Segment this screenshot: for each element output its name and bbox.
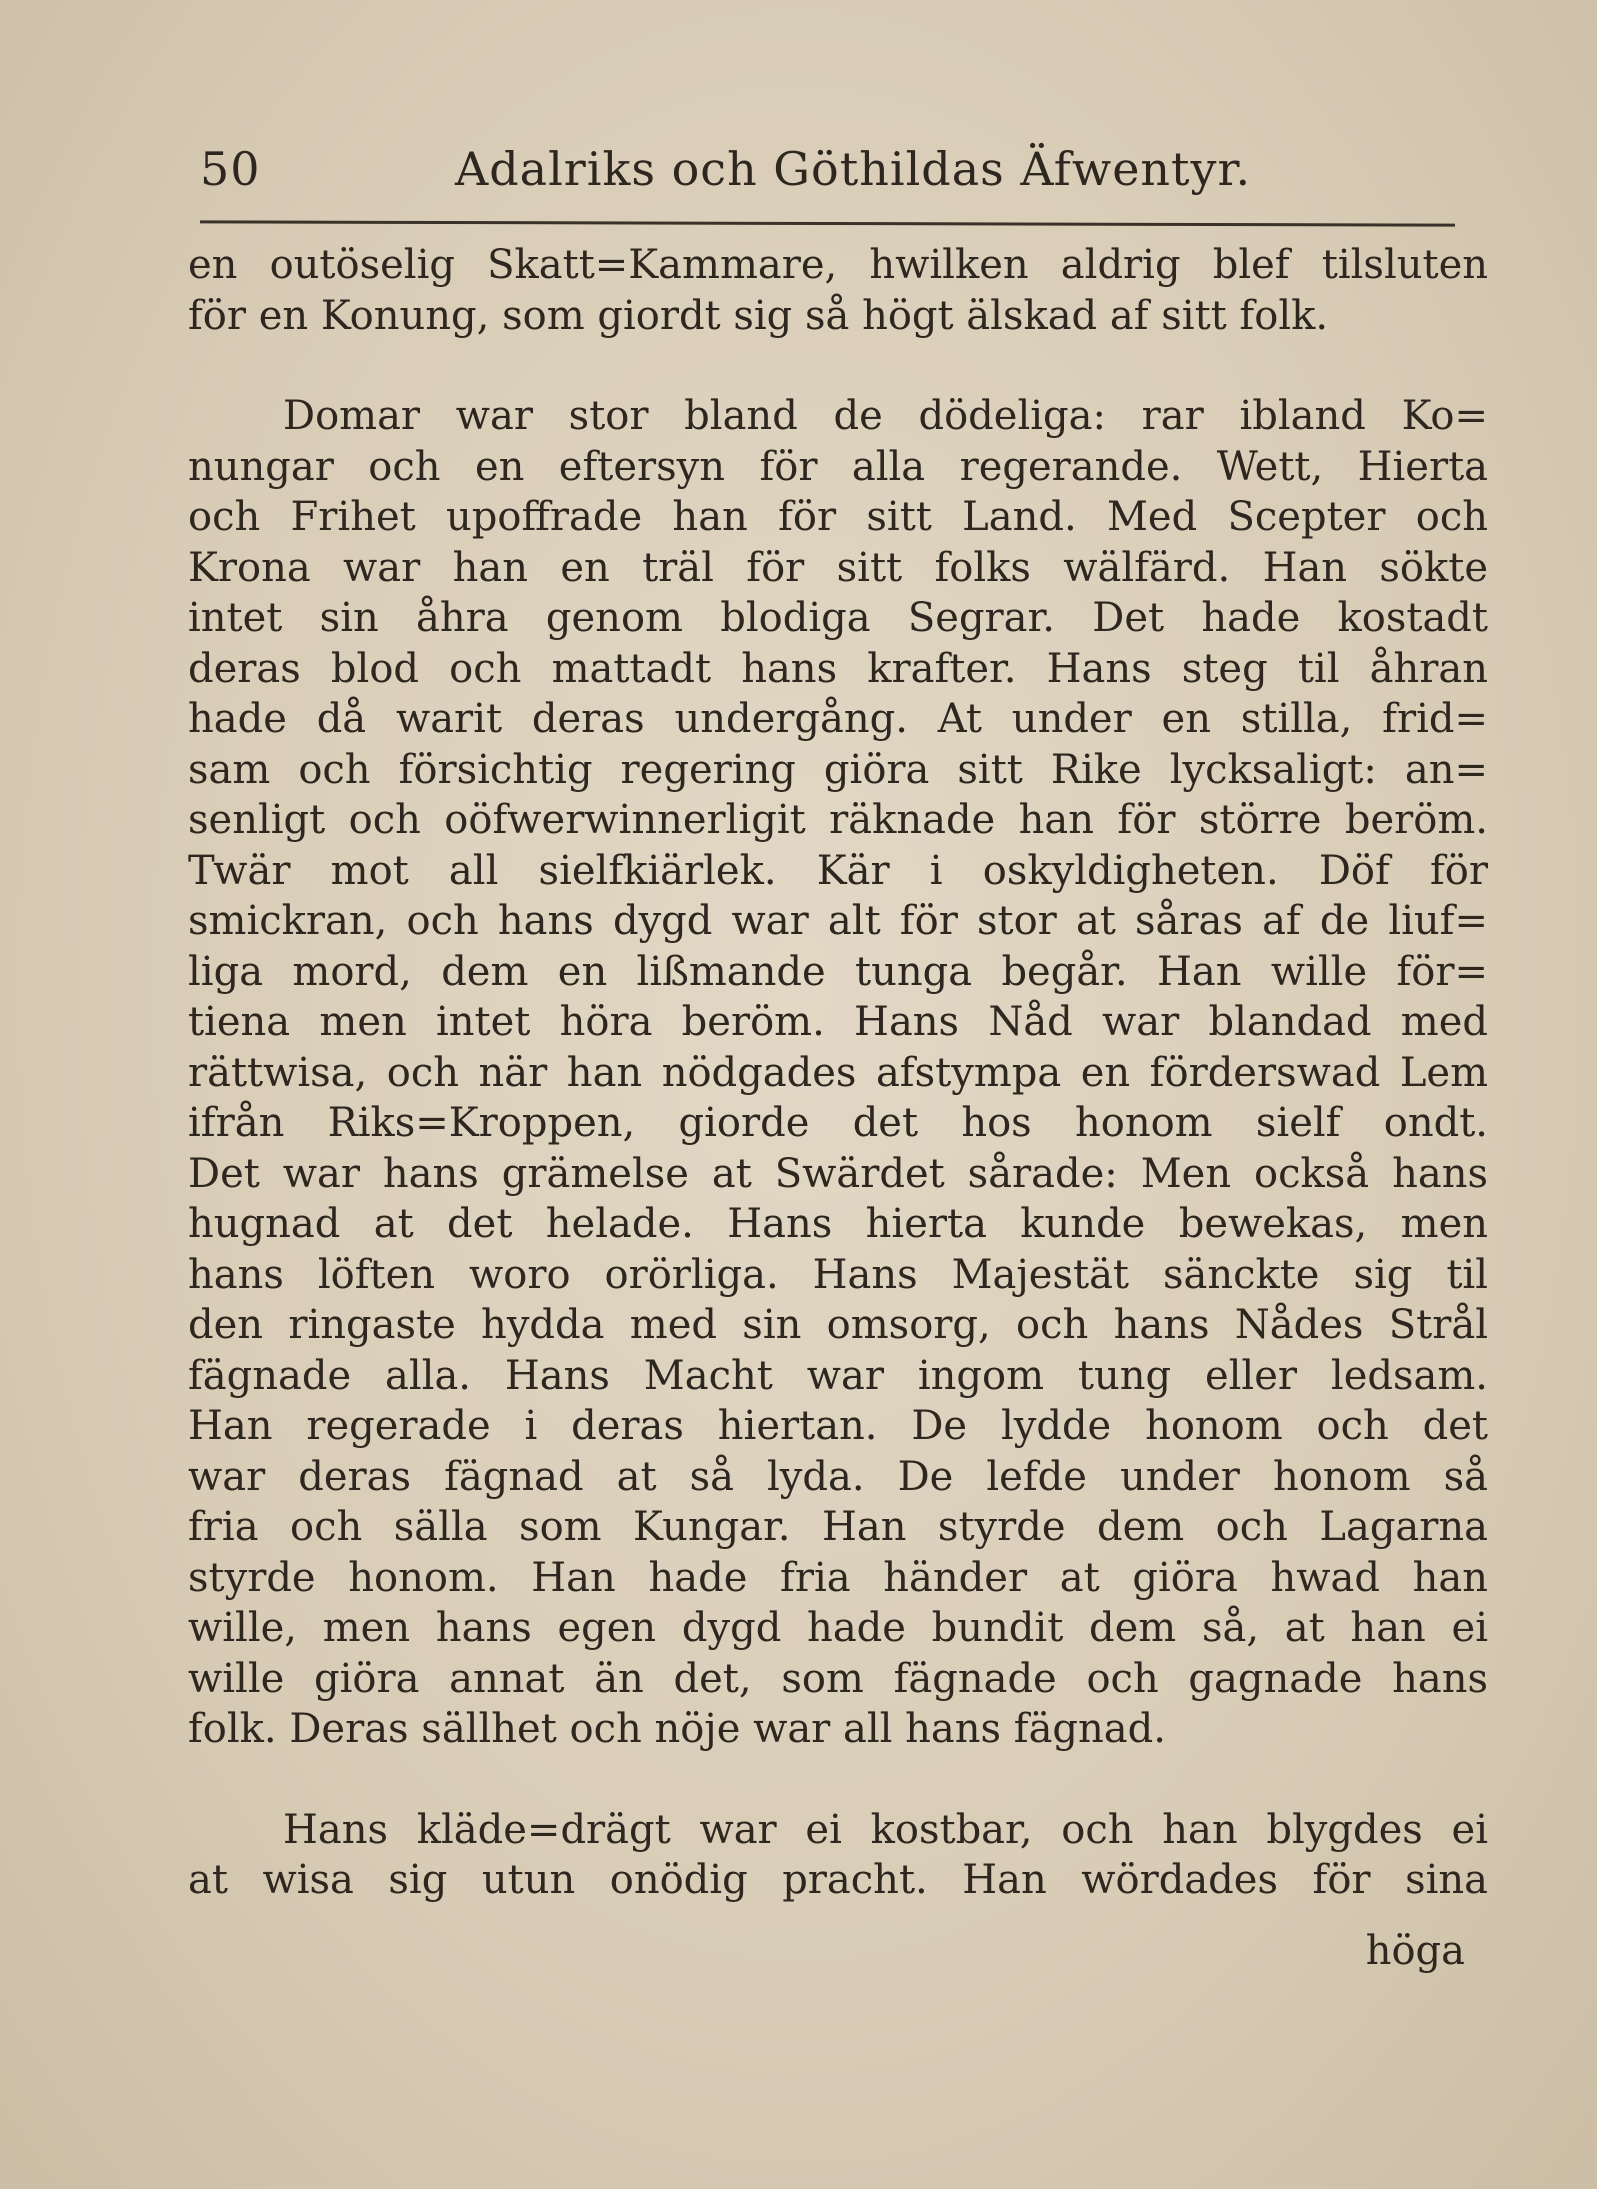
paragraph-gap bbox=[188, 1755, 1488, 1805]
text-line: styrde honom. Han hade fria händer at giöra hwad han bbox=[188, 1554, 1488, 1601]
text-line: war deras fägnad at så lyda. De lefde under honom så bbox=[188, 1453, 1488, 1500]
text-line: hugnad at det helade. Hans hierta kunde bewekas, men bbox=[188, 1201, 1488, 1247]
paragraph-gap bbox=[188, 341, 1488, 391]
text-line: Twär mot all sielfkiärlek. Kär i oskyldigheten. Döf för bbox=[188, 847, 1488, 894]
text-line: fria och sälla som Kungar. Han styrde dem och Lagarna bbox=[188, 1504, 1488, 1550]
running-title: Adalriks och Göthildas Äfwentyr. bbox=[455, 142, 1252, 196]
text-line: smickran, och hans dygd war alt för stor at såras af de liuf= bbox=[188, 898, 1488, 944]
text-line: Det war hans grämelse at Swärdet sårade: Men också hans bbox=[188, 1150, 1488, 1197]
text-line: Hans kläde=drägt war ei kostbar, och han blygdes ei bbox=[283, 1806, 1488, 1853]
text-line: en outöselig Skatt=Kammare, hwilken aldrig blef tilsluten bbox=[188, 242, 1488, 288]
text-line: tiena men intet höra beröm. Hans Nåd war blandad med bbox=[188, 999, 1488, 1045]
body-text bbox=[188, 240, 1488, 1906]
text-line: Krona war han en träl för sitt folks wälfärd. Han sökte bbox=[188, 544, 1488, 591]
paragraph-1 bbox=[188, 240, 1488, 341]
text-line: nungar och en eftersyn för alla regerande. Wett, Hierta bbox=[188, 443, 1488, 490]
text-line: fägnade alla. Hans Macht war ingom tung eller ledsam. bbox=[188, 1352, 1488, 1399]
page-number: 50 bbox=[200, 142, 261, 196]
text-line: deras blod och mattadt hans krafter. Hans steg til åhran bbox=[188, 645, 1488, 692]
text-line: at wisa sig utun onödig pracht. Han wördades för sina bbox=[188, 1857, 1488, 1903]
text-line: för en Konung, som giordt sig så högt älskad af sitt folk. bbox=[188, 292, 1329, 339]
text-line: och Frihet upoffrade han för sitt Land. Med Scepter och bbox=[188, 494, 1488, 540]
text-line: wille, men hans egen dygd hade bundit dem så, at han ei bbox=[188, 1605, 1488, 1651]
text-line: senligt och oöfwerwinnerligit räknade han för större beröm. bbox=[188, 797, 1488, 843]
paragraph-3 bbox=[188, 1805, 1488, 1906]
catchword: höga bbox=[1365, 1928, 1465, 1974]
text-line: Han regerade i deras hiertan. De lydde honom och det bbox=[188, 1403, 1488, 1449]
text-line: Domar war stor bland de dödeliga: rar ibland Ko= bbox=[283, 393, 1488, 439]
text-line: ifrån Riks=Kroppen, giorde det hos honom sielf ondt. bbox=[188, 1100, 1488, 1146]
text-line: wille giöra annat än det, som fägnade och gagnade hans bbox=[188, 1655, 1488, 1702]
text-line: intet sin åhra genom blodiga Segrar. Det hade kostadt bbox=[188, 595, 1488, 641]
paragraph-2 bbox=[188, 391, 1488, 1755]
header-rule bbox=[200, 220, 1455, 226]
page-header bbox=[200, 132, 1252, 202]
text-line: liga mord, dem en lißmande tunga begår. Han wille för= bbox=[188, 948, 1488, 995]
text-line: sam och försichtig regering giöra sitt Rike lycksaligt: an= bbox=[188, 746, 1488, 793]
text-line: hade då warit deras undergång. At under en stilla, frid= bbox=[188, 696, 1488, 742]
text-line: hans löften woro orörliga. Hans Majestät sänckte sig til bbox=[188, 1251, 1488, 1298]
text-line: den ringaste hydda med sin omsorg, och hans Nådes Strål bbox=[188, 1302, 1488, 1348]
text-line: rättwisa, och när han nödgades afstympa en förderswad Lem bbox=[188, 1049, 1488, 1096]
text-line: folk. Deras sällhet och nöje war all hans fägnad. bbox=[188, 1706, 1166, 1752]
